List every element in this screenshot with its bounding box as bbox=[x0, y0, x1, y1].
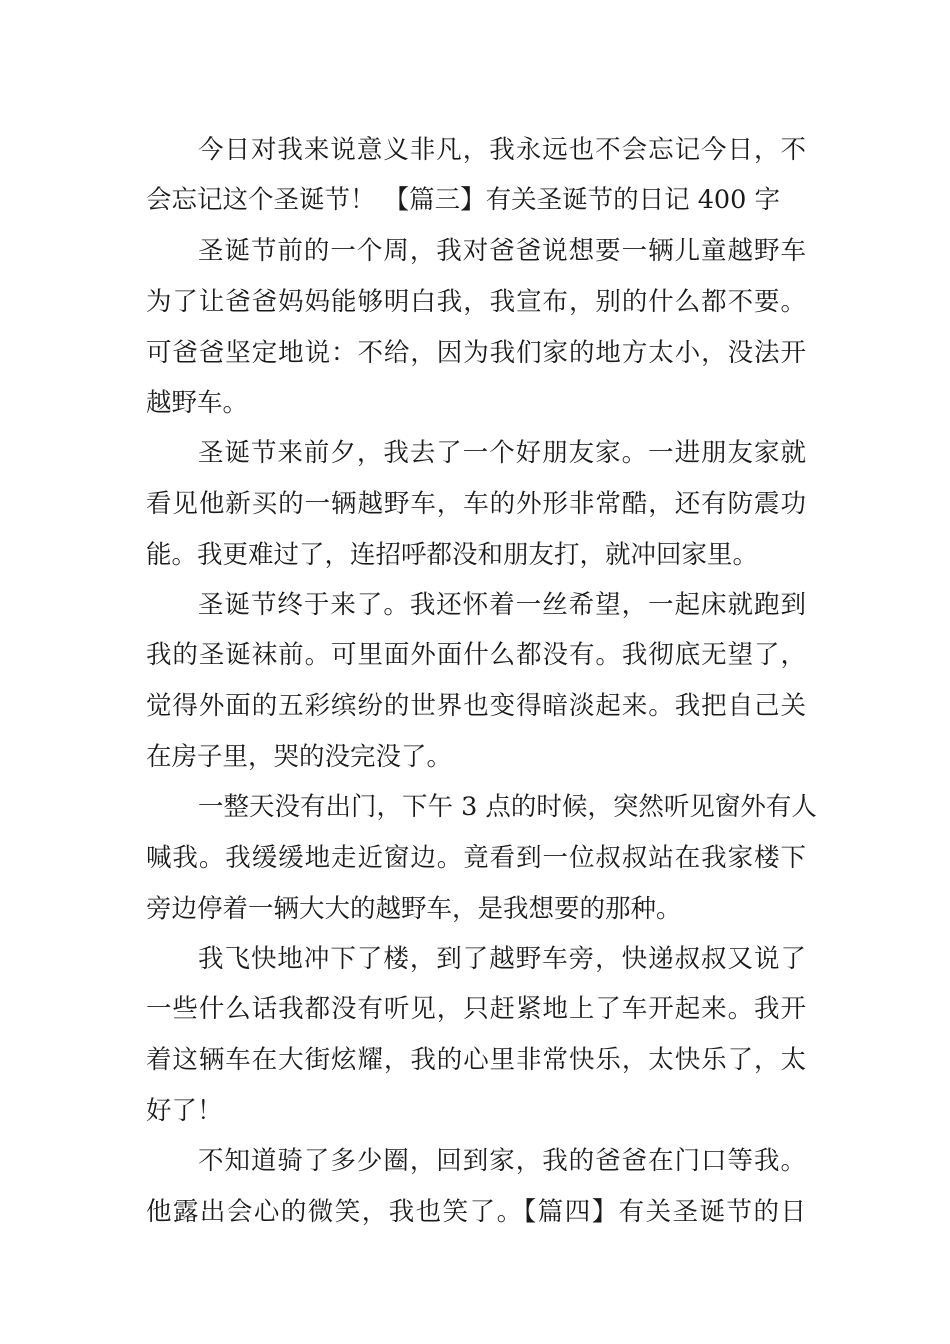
text-line: 看见他新买的一辆越野车，车的外形非常酷，还有防震功 bbox=[146, 489, 806, 519]
text-line: 圣诞节来前夕，我去了一个好朋友家。一进朋友家就 bbox=[198, 438, 806, 468]
text-line: 好了！ bbox=[146, 1096, 223, 1126]
text-line: 可爸爸坚定地说：不给，因为我们家的地方太小，没法开 bbox=[146, 338, 806, 368]
text-line: 旁边停着一辆大大的越野车，是我想要的那种。 bbox=[146, 894, 682, 924]
text-line: 不知道骑了多少圈，回到家，我的爸爸在门口等我。 bbox=[198, 1146, 806, 1176]
text-line: 会忘记这个圣诞节！ 【篇三】有关圣诞节的日记 400 字 bbox=[146, 185, 780, 215]
text-line: 圣诞节前的一个周，我对爸爸说想要一辆儿童越野车 bbox=[198, 236, 806, 266]
text-line: 圣诞节终于来了。我还怀着一丝希望，一起床就跑到 bbox=[198, 590, 806, 620]
text-line: 越野车。 bbox=[146, 388, 249, 418]
text-line: 在房子里，哭的没完没了。 bbox=[146, 742, 453, 772]
text-line: 喊我。我缓缓地走近窗边。竟看到一位叔叔站在我家楼下 bbox=[146, 843, 806, 873]
text-line: 我的圣诞袜前。可里面外面什么都没有。我彻底无望了， bbox=[146, 640, 806, 670]
text-line: 我飞快地冲下了楼，到了越野车旁，快递叔叔又说了 bbox=[198, 944, 806, 974]
text-line: 觉得外面的五彩缤纷的世界也变得暗淡起来。我把自己关 bbox=[146, 691, 806, 721]
text-line: 他露出会心的微笑，我也笑了。【篇四】有关圣诞节的日 bbox=[146, 1197, 806, 1227]
text-line: 一整天没有出门，下午 3 点的时候，突然听见窗外有人 bbox=[198, 792, 817, 822]
text-line: 着这辆车在大街炫耀，我的心里非常快乐，太快乐了，太 bbox=[146, 1045, 806, 1075]
text-line: 为了让爸爸妈妈能够明白我，我宣布，别的什么都不要。 bbox=[146, 287, 806, 317]
text-line: 一些什么话我都没有听见，只赶紧地上了车开起来。我开 bbox=[146, 994, 806, 1024]
text-line: 今日对我来说意义非凡，我永远也不会忘记今日，不 bbox=[198, 135, 806, 165]
text-line: 能。我更难过了，连招呼都没和朋友打，就冲回家里。 bbox=[146, 540, 759, 570]
